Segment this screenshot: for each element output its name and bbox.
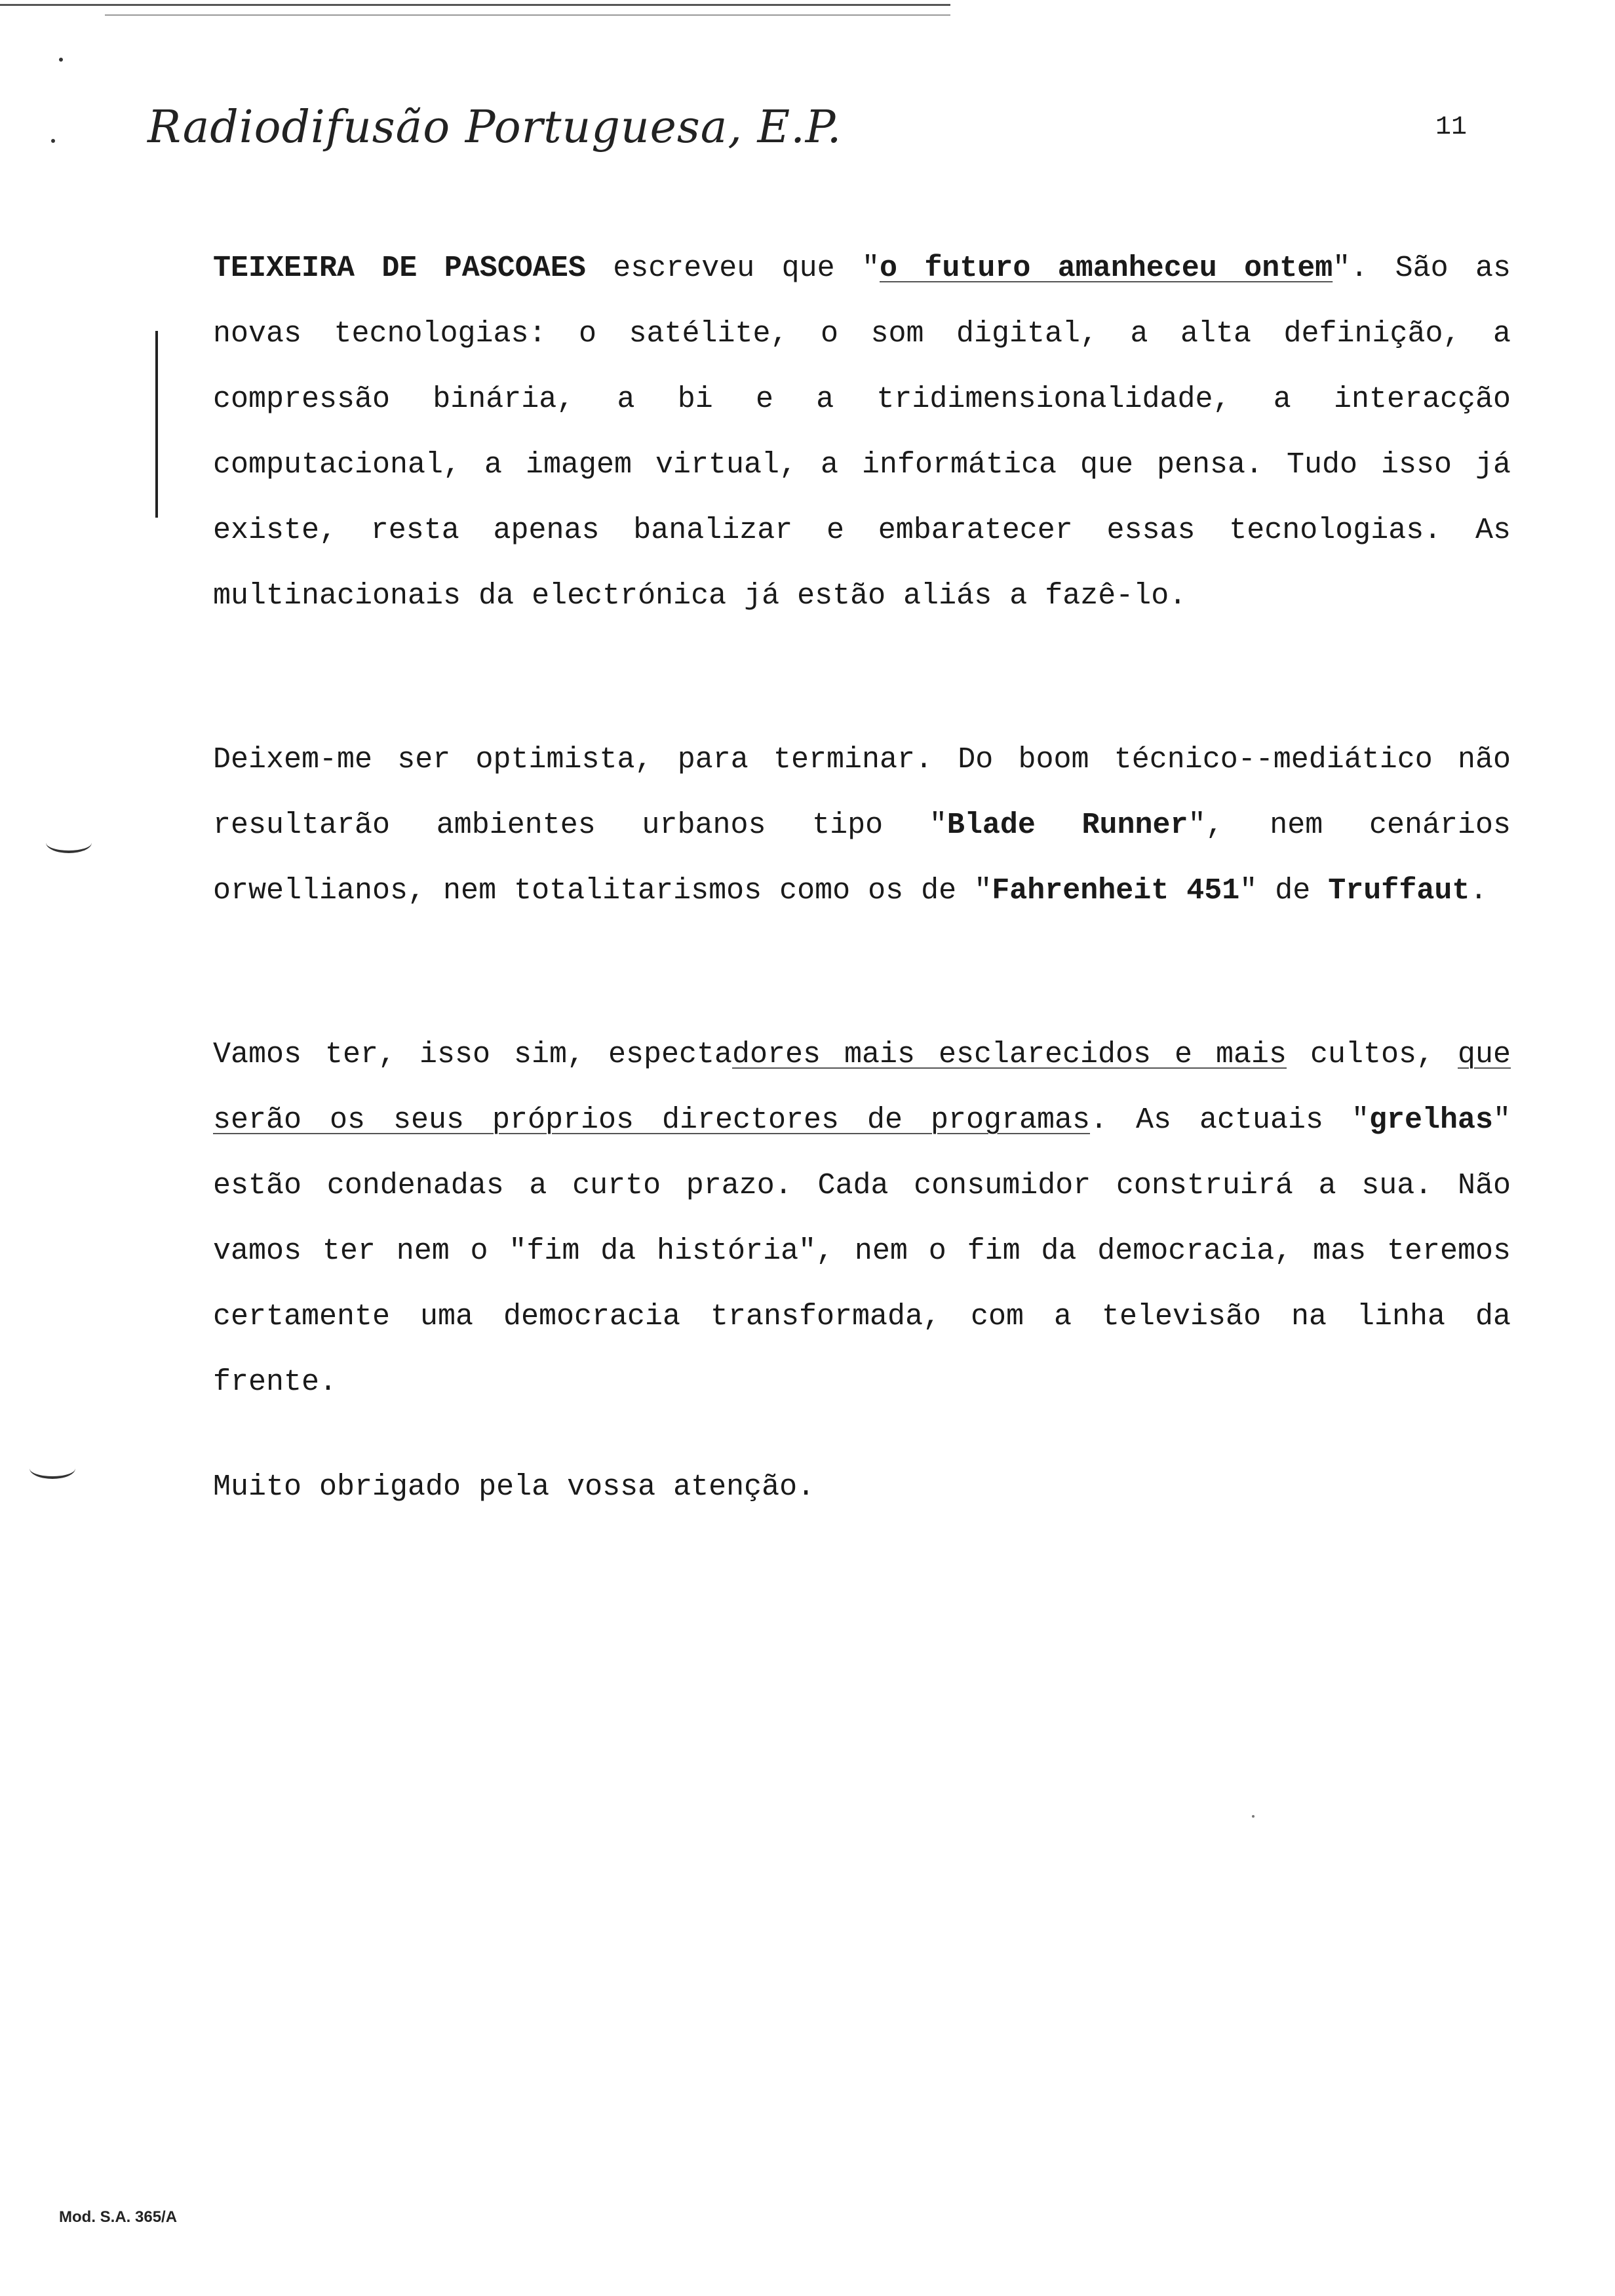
paragraph-2 [213, 727, 1511, 924]
film-title: Blade Runner [946, 809, 1188, 842]
paragraph-text: . [1469, 874, 1488, 908]
paragraph-text: Vamos ter, isso sim, especta [213, 1038, 732, 1071]
closing-paragraph [213, 1455, 1511, 1520]
margin-annotation-mark [46, 832, 92, 853]
author-name: TEIXEIRA DE PASCOAES [213, 252, 586, 285]
paragraph-text: Muito obrigado pela vossa atenção. [213, 1470, 815, 1504]
handwritten-underline-text: que serão os seus próprios directores de programas [213, 1038, 1511, 1137]
paragraph-3 [213, 1022, 1511, 1415]
top-scan-rule-secondary [105, 14, 950, 16]
paragraph-text: " de [1239, 874, 1329, 908]
quote-highlight: o futuro amanheceu ontem [880, 252, 1333, 285]
paragraph-text: . As actuais " [1090, 1103, 1369, 1137]
margin-annotation-bar [155, 331, 158, 518]
paragraph-text: ", nem cenários orwellianos, nem totalitarismos como os de " [213, 809, 1511, 908]
scan-speck [1252, 1815, 1255, 1818]
handwritten-underline-text: dores mais esclarecidos e mais [732, 1038, 1287, 1071]
scan-speck [59, 58, 63, 62]
margin-annotation-mark [29, 1458, 75, 1479]
paragraph-text: escreveu que " [585, 252, 880, 285]
paragraph-text: ". São as novas tecnologias: o satélite, o som digital, a alta definição, a compressão binária, a bi e a tridimensionalidade, a interacção computacional, a imagem virtual, a informática que pensa. Tudo isso já existe, resta apenas banalizar e embaratecer essas tecnologias. As multinacionais da electrónica já estão aliás a fazê-lo. [213, 252, 1511, 613]
director-name: Truffaut [1328, 874, 1470, 908]
film-title: Fahrenheit 451 [992, 874, 1240, 908]
form-code: Mod. S.A. 365/A [59, 2208, 178, 2226]
scan-speck [51, 139, 55, 143]
paragraph-text: Deixem-me ser optimista, para terminar. Do boom técnico--mediático não resultarão ambientes urbanos tipo " [213, 743, 1511, 842]
grelhas-term: grelhas [1369, 1103, 1493, 1137]
paragraph-1 [213, 236, 1511, 629]
page-number: 11 [1435, 113, 1468, 142]
letterhead: Radiodifusão Portuguesa, E.P. [147, 102, 842, 153]
top-scan-rule [0, 4, 950, 6]
paragraph-text: cultos, [1287, 1038, 1458, 1071]
paragraph-text: " estão condenadas a curto prazo. Cada consumidor construirá a sua. Não vamos ter nem o "fim da história", nem o fim da democracia, mas teremos certamente uma democracia transformada, com a televisão na linha da frente. [213, 1103, 1511, 1399]
